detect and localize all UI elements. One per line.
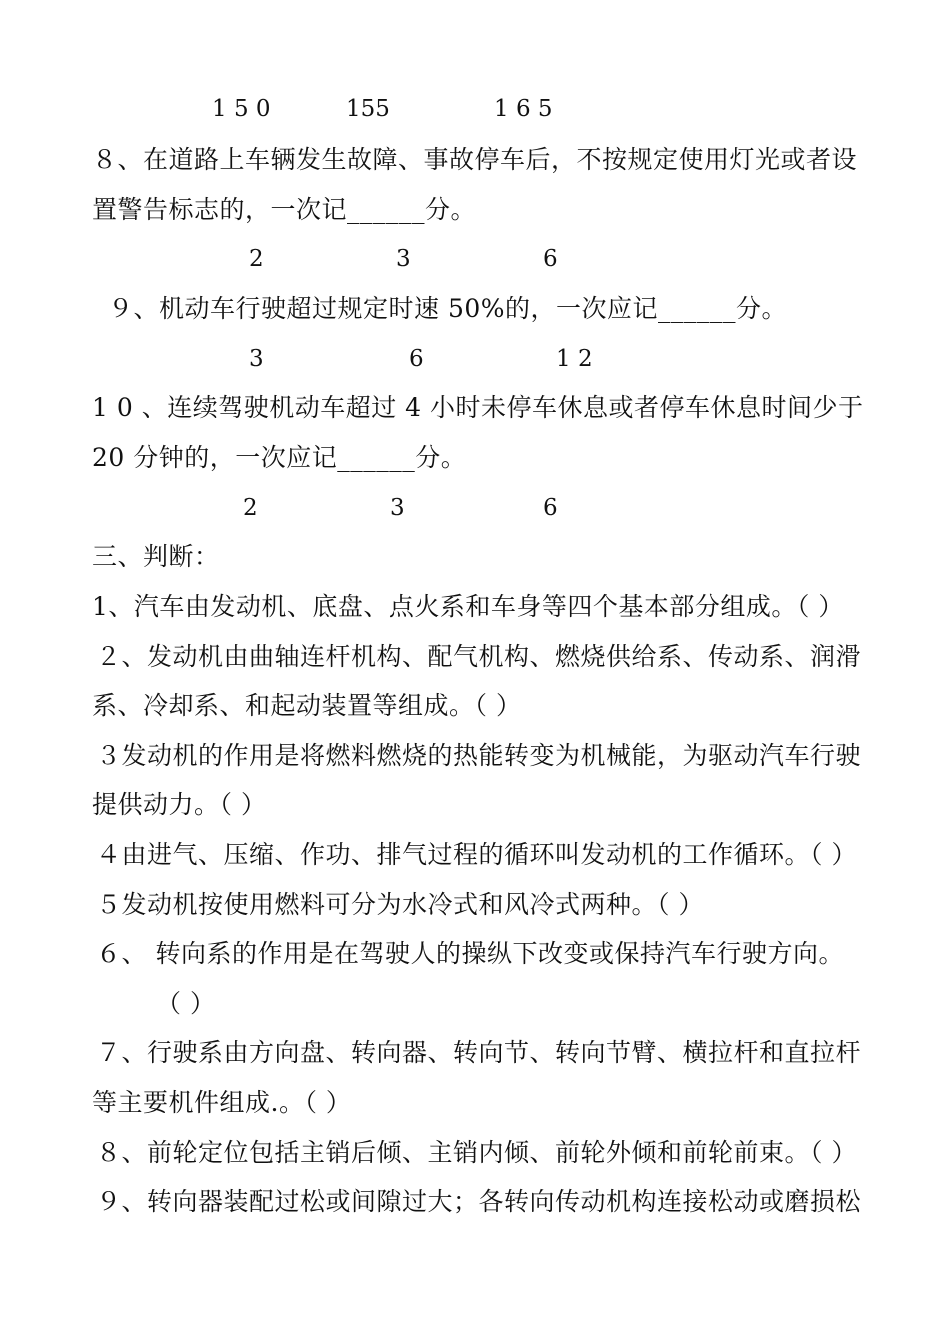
option-a: 2 [249,246,264,272]
judgment-item-3-line-2: 提供动力。（ ） [92,790,267,819]
option-a: 2 [243,495,258,521]
judgment-item-2-line-2: 系、冷却系、和起动装置等组成。（ ） [92,691,522,720]
judgment-item-7-line-1: ７、行驶系由方向盘、转向器、转向节、转向节臂、横拉杆和直拉杆 [96,1038,862,1067]
option-b: 155 [346,96,390,122]
judgment-item-8: ８、前轮定位包括主销后倾、主销内倾、前轮外倾和前轮前束。（ ） [96,1138,857,1167]
section-heading: 三、判断： [92,542,220,571]
judgment-item-9-line-1: ９、转向器装配过松或间隙过大；各转向传动机构连接松动或磨损松 [96,1187,862,1216]
question-8-line-1: ８、在道路上车辆发生故障、事故停车后，不按规定使用灯光或者设 [92,145,858,174]
judgment-item-6-line-1: ６、 转向系的作用是在驾驶人的操纵下改变或保持汽车行驶方向。 [96,939,844,968]
option-c: 1 2 [556,346,593,372]
judgment-item-1: 1、汽车由发动机、底盘、点火系和车身等四个基本部分组成。（ ） [92,592,844,621]
option-a: 3 [249,346,264,372]
question-10-line-2: 20 分钟的，一次应记______分。 [92,443,467,472]
judgment-item-7-line-2: 等主要机件组成.。（ ） [92,1088,352,1117]
judgment-item-4: ４由进气、压缩、作功、排气过程的循环叫发动机的工作循环。（ ） [96,840,857,869]
judgment-item-2-line-1: ２、发动机由曲轴连杆机构、配气机构、燃烧供给系、传动系、润滑 [96,642,862,671]
option-c: 6 [543,246,558,272]
judgment-item-3-line-1: ３发动机的作用是将燃料燃烧的热能转变为机械能，为驱动汽车行驶 [96,741,862,770]
question-8-line-2: 置警告标志的，一次记______分。 [92,195,477,224]
option-a: 1 5 0 [212,96,271,122]
judgment-item-5: ５发动机按使用燃料可分为水冷式和风冷式两种。（ ） [96,890,704,919]
option-b: 6 [409,346,424,372]
option-c: 6 [543,495,558,521]
question-9-line-1: ９、机动车行驶超过规定时速 50%的，一次应记______分。 [108,294,788,323]
option-b: 3 [390,495,405,521]
option-b: 3 [396,246,411,272]
judgment-item-6-line-2: （ ） [156,989,216,1018]
question-10-line-1: 1 0 、连续驾驶机动车超过 4 小时未停车休息或者停车休息时间少于 [92,393,864,422]
option-c: 1 6 5 [494,96,553,122]
